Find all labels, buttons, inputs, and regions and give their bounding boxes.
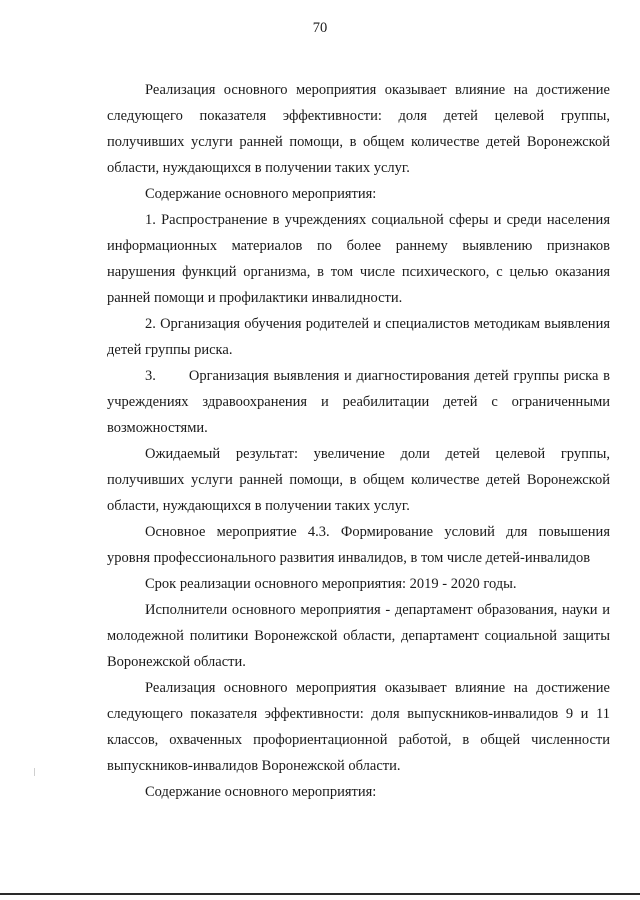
paragraph-measure-4-3: Основное мероприятие 4.3. Формирование условий для повышения уровня профессионального развития инвалидов, в том числе детей-инвалидов [107,524,610,566]
document-body [107,77,610,805]
paragraph-item-1-distribution: 1. Распространение в учреждениях социальной сферы и среди населения информационных материалов по более раннему выявлению признаков нарушения функций организма, в том числе психического, с целью оказания ранней помощи и профилактики инвалидности. [107,212,610,306]
paragraph-effect-indicator-early-help: Реализация основного мероприятия оказывает влияние на достижение следующего показателя эффективности: доля детей целевой группы, получивших услуги ранней помощи, в общем количестве детей Воронежской области, нуждающихся в получении таких услуг. [107,82,610,176]
page-bottom-rule [0,893,640,895]
paragraph-effect-indicator-graduates: Реализация основного мероприятия оказывает влияние на достижение следующего показателя эффективности: доля выпускников-инвалидов 9 и 11 классов, охваченных профориентационной работой, в общей численности выпускников-инвалидов Воронежской области. [107,680,610,774]
scan-margin-mark [34,768,35,776]
paragraph-implementation-period: Срок реализации основного мероприятия: 2019 - 2020 годы. [145,576,517,592]
paragraph-content-heading-2: Содержание основного мероприятия: [145,784,377,800]
paragraph-content-heading: Содержание основного мероприятия: [145,186,377,202]
page-number: 70 [312,20,328,36]
paragraph-item-2-training: 2. Организация обучения родителей и специалистов методикам выявления детей группы риска. [107,316,610,358]
paragraph-item-3-diagnostics: 3. Организация выявления и диагностирования детей группы риска в учреждениях здравоохранения и реабилитации детей с ограниченными возможностями. [107,368,610,436]
paragraph-expected-result: Ожидаемый результат: увеличение доли детей целевой группы, получивших услуги ранней помощи, в общем количестве детей Воронежской области, нуждающихся в получении таких услуг. [107,446,610,514]
paragraph-executors: Исполнители основного мероприятия - департамент образования, науки и молодежной политики Воронежской области, департамент социальной защиты Воронежской области. [107,602,610,670]
